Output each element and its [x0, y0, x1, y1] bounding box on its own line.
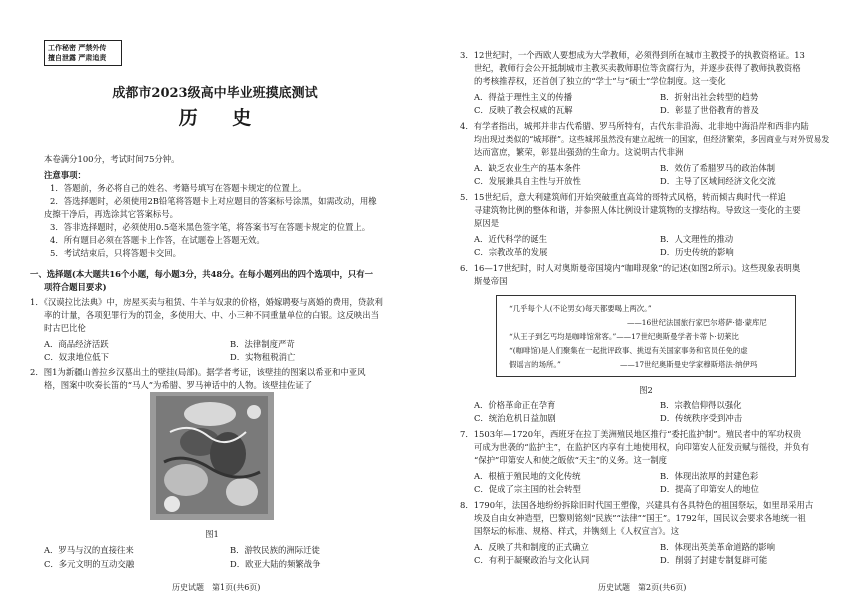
q4-option-c: C．发展兼具自主性与开放性 [474, 176, 581, 186]
q5-option-c: C．宗教改革的发展 [474, 247, 548, 257]
question-8-stem: 国祭坛的标准、规格、样式，并镌刻上《人权宣言》。这 [474, 526, 680, 536]
question-5-stem: 寻建筑物比例的整体和谐，并参照人体比例设计建筑物的支撑结构。导致这一变化的主要 [474, 205, 801, 215]
question-4-stem: 达而富庶，繁荣，彰显出强劲的生命力。这说明古代非洲 [474, 147, 684, 157]
q7-option-b: B．体现出浓厚的封建色彩 [660, 471, 759, 481]
question-6-stem: 斯曼帝国 [474, 276, 508, 286]
question-4-stem: 4．有学者指出，城邦并非古代希腊、罗马所特有，古代东非沿海、北非地中海沿岸和西非内陆 [460, 121, 809, 131]
question-3-stem: 世纪，教师行会公开抵制城市主教买卖教师职位等贪腐行为，并逐步获得了教师执教资格 [474, 63, 801, 73]
page-2 [430, 0, 860, 609]
q8-option-a: A．反映了共和制度的正式确立 [474, 542, 589, 552]
q8-option-c: C．有利于凝聚政治与文化认同 [474, 555, 590, 565]
q1-option-d: D．实物租税消亡 [230, 352, 296, 362]
q6-option-b: B．宗教信仰得以强化 [660, 400, 742, 410]
q6-option-c: C．统治危机日益加剧 [474, 413, 556, 423]
q2-option-b: B．游牧民族的洲际迁徙 [230, 545, 320, 555]
section-heading-cont: 项符合题目要求) [44, 282, 107, 292]
stamp-line-2: 擅自泄露 严肃追责 [48, 53, 107, 62]
question-6-stem: 6．16—17世纪时，时人对奥斯曼帝国境内“咖啡现象”的记述(如图2所示)。这些现象表明奥 [460, 263, 801, 273]
figure-2-quote-box [496, 295, 796, 377]
subject-title: 历 史 [178, 107, 266, 129]
question-8-stem: 8．1790年，法国各地纷纷拆除旧时代国王塑像，兴建具有各具特色的祖国祭坛，如里昂采用古 [460, 500, 814, 510]
q7-option-d: D．提高了印第安人的地位 [660, 484, 759, 494]
q2-option-d: D．欧亚大陆的频繁战争 [230, 559, 321, 569]
figure-1-tapestry-image [150, 392, 274, 520]
question-7-stem: “保护”印第安人和使之皈依“天主”的义务。这一制度 [474, 455, 667, 465]
q2-option-a: A．罗马与汉的直接往来 [44, 545, 134, 555]
q3-option-b: B．折射出社会转型的趋势 [660, 92, 759, 102]
question-1-stem: 率的计量，各项犯罪行为的罚金，多使用大、中、小三种不同重量单位的白银。这反映出当 [44, 310, 379, 320]
question-7-stem: 7．1503年—1720年，西班牙在拉丁美洲殖民地区推行“委托监护制”。殖民者中的军功权贵 [460, 429, 802, 439]
question-3-stem: 3．12世纪时，一个西欧人要想成为大学教师，必须得到所在城市主教授予的执教资格证。13 [460, 50, 805, 60]
question-8-stem: 埃及自由女神造型，巴黎则铭刻“民族”“法律”“国王”。1792年，国民议会要求各地统一祖 [474, 513, 806, 523]
exam-title: 成都市2023级高中毕业班摸底测试 [112, 86, 318, 101]
q3-option-d: D．彰显了世俗教育的普及 [660, 105, 759, 115]
q4-option-d: D．主导了区域间经济文化交流 [660, 176, 776, 186]
notice-item: 3．答非选择题时，必须使用0.5毫米黑色签字笔，将答案书写在答题卡规定的位置上。 [50, 222, 371, 232]
q6-option-d: D．传统秩序受到冲击 [660, 413, 743, 423]
q5-option-a: A．近代科学的诞生 [474, 234, 548, 244]
q1-option-a: A．商品经济活跃 [44, 339, 109, 349]
notice-item: 皮擦干净后，再选涂其它答案标号。 [44, 209, 178, 219]
question-2-stem: 2．图1为新疆山普拉乡汉墓出土的壁挂(局部)。据学者考证，该壁挂的图案以希亚和中亚风 [30, 367, 366, 377]
q5-option-b: B．人文理性的推动 [660, 234, 734, 244]
page-footer-1: 历史试题 第1页(共6页) [172, 583, 261, 592]
notice-title: 注意事项： [44, 170, 86, 180]
q4-option-a: A．缺乏农业生产的基本条件 [474, 163, 581, 173]
notice-item: 1．答题前，务必将自己的姓名、考籍号填写在答题卡规定的位置上。 [50, 183, 307, 193]
q1-option-c: C．奴隶地位低下 [44, 352, 110, 362]
q8-option-d: D．削弱了封建专制复辟可能 [660, 555, 768, 565]
question-1-stem: 1．《汉谟拉比法典》中，房屋买卖与租赁、牛羊与奴隶的价格，婚嫁聘娶与离婚的费用，贷款利 [30, 297, 383, 307]
notice-item: 2．答选择题时，必须使用2B铅笔将答题卡上对应题目的答案标号涂黑，如需改动，用橡 [50, 196, 377, 206]
question-7-stem: 可成为世袭的“监护主”，在监护区内享有土地使用权，向印第安人征发贡赋与徭役，并负有 [474, 442, 810, 452]
q4-option-b: B．效仿了希腊罗马的政治体制 [660, 163, 776, 173]
figure-2-quote: 假谣言的场所。” ——17世纪奥斯曼史学家穆斯塔法·纳伊玛 [509, 360, 758, 369]
question-5-stem: 原因是 [474, 218, 500, 228]
confidential-stamp [44, 40, 122, 66]
figure-2-source: ——16世纪法国旅行家巴尔塔萨·德·蒙库尼 [627, 318, 767, 327]
notice-item: 5．考试结束后，只将答题卡交回。 [50, 248, 181, 258]
notice-item: 4．所有题目必须在答题卡上作答，在试题卷上答题无效。 [50, 235, 265, 245]
q7-option-c: C．促成了宗主国的社会转型 [474, 484, 581, 494]
score-note: 本卷满分100分，考试时间75分钟。 [44, 154, 180, 164]
figure-2-quote: “从王子到乞丐均是咖啡馆常客。”——17世纪奥斯曼学者卡蒂卜·切莱比 [509, 332, 739, 341]
q2-option-c: C．多元文明的互动交融 [44, 559, 135, 569]
question-5-stem: 5．15世纪后，意大利建筑师们开始突破重直高耸的哥特式风格，转而倾古典时代一样追 [460, 192, 786, 202]
page-footer-2: 历史试题 第2页(共6页) [598, 583, 687, 592]
q6-option-a: A．价格革命正在孕育 [474, 400, 556, 410]
question-2-stem: 格，图案中吹奏长笛的“马人”为希腊、罗马神话中的人物。该壁挂佐证了 [44, 380, 313, 390]
q3-option-a: A．得益于理性主义的传播 [474, 92, 573, 102]
question-4-stem: 均出现过类似的“城邦群”。这些城邦虽然没有建立起统一的国家，但经济繁荣，多因商业与对外贸易发 [474, 135, 830, 144]
question-1-stem: 时古巴比伦 [44, 323, 86, 333]
q7-option-a: A．根植于殖民地的文化传统 [474, 471, 581, 481]
q1-option-b: B．法律制度严苛 [230, 339, 295, 349]
figure-1-caption: 图1 [205, 529, 219, 539]
q5-option-d: D．历史传统的影响 [660, 247, 734, 257]
q3-option-c: C．反映了教会权威的瓦解 [474, 105, 573, 115]
question-3-stem: 的考核推荐权，还首创了独立的“学士”与“硕士”学位制度。这一变化 [474, 76, 726, 86]
section-heading: 一、选择题(本大题共16个小题，每小题3分，共48分。在每小题列出的四个选项中，只有一 [30, 269, 373, 279]
figure-2-quote: “(咖啡馆)是人们聚集在一起批评政事、挑逗有关国家事务和官员任免的虚 [509, 346, 748, 355]
q8-option-b: B．体现出英美革命道路的影响 [660, 542, 776, 552]
figure-2-caption: 图2 [639, 385, 653, 395]
figure-2-quote: “几乎每个人(不论男女)每天都要喝上两次。” [509, 304, 652, 313]
stamp-line-1: 工作秘密 严禁外传 [48, 43, 107, 52]
